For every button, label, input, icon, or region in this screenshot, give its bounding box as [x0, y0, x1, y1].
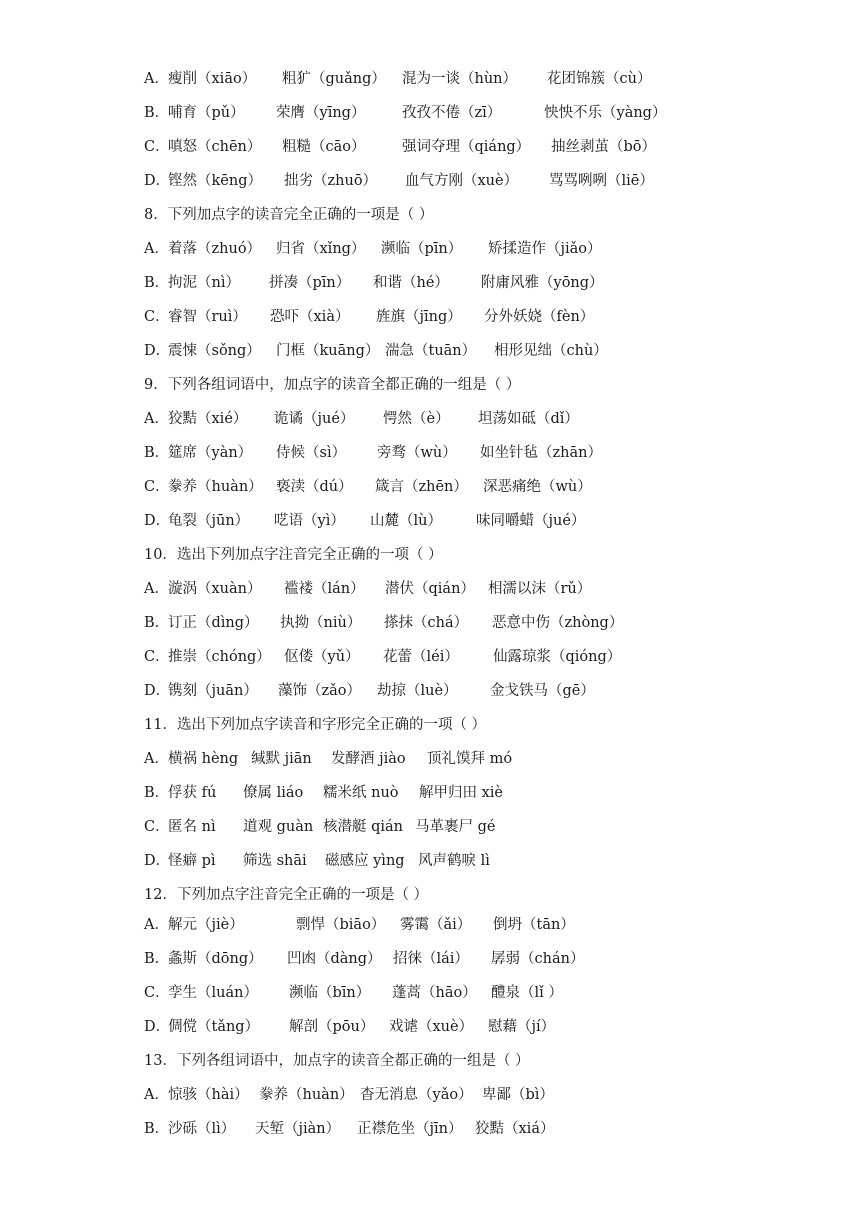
option-row	[0, 306, 860, 328]
option-item: 订正（dìng）	[168, 615, 259, 631]
option-item: 蓬蒿（hāo）	[392, 985, 477, 1001]
option-item: 湍急（tuān）	[385, 343, 477, 359]
option-item: 匿名 nì	[168, 819, 216, 835]
option-item: 相濡以沫（rǔ）	[488, 581, 592, 597]
option-row	[0, 136, 860, 158]
option-row	[0, 408, 860, 430]
question-13: 13．下列各组词语中，加点字的读音全都正确的一组是（ ）	[144, 1053, 530, 1069]
option-item: 俘获 fú	[168, 785, 217, 801]
option-item: 血气方刚（xuè）	[405, 173, 519, 189]
option-label: B．	[144, 951, 170, 967]
option-item: 相形见绌（chù）	[494, 343, 608, 359]
option-item: 筛选 shāi	[243, 853, 307, 869]
option-label: B．	[144, 445, 170, 461]
option-item: 杳无消息（yǎo）	[360, 1087, 473, 1103]
option-item: 凹凼（dàng）	[287, 951, 382, 967]
option-item: 愕然（è）	[383, 411, 450, 427]
option-item: 门框（kuāng）	[276, 343, 380, 359]
option-row	[0, 1016, 860, 1038]
option-row	[0, 102, 860, 124]
option-label: C．	[144, 649, 170, 665]
option-item: 哺育（pǔ）	[168, 105, 245, 121]
option-item: 怪癖 pì	[168, 853, 216, 869]
option-label: B．	[144, 615, 170, 631]
option-item: 磁感应 yìng	[325, 853, 405, 869]
option-item: 镌刻（juān）	[168, 683, 258, 699]
option-item: 潜伏（qián）	[385, 581, 475, 597]
option-label: B．	[144, 105, 170, 121]
option-item: 天堑（jiàn）	[255, 1121, 341, 1137]
option-item: 倒坍（tān）	[493, 917, 575, 933]
option-item: 狡黠（xiá）	[475, 1121, 555, 1137]
option-label: D．	[144, 173, 171, 189]
question-9: 9．下列各组词语中，加点字的读音全都正确的一组是（ ）	[144, 377, 521, 393]
option-label: D．	[144, 683, 171, 699]
option-item: 藻饰（zǎo）	[278, 683, 362, 699]
option-item: 恶意中伤（zhòng）	[492, 615, 624, 631]
option-row	[0, 510, 860, 532]
option-item: 恐吓（xià）	[270, 309, 350, 325]
option-item: 筵席（yàn）	[168, 445, 253, 461]
option-row	[0, 850, 860, 872]
option-item: 执拗（niù）	[280, 615, 362, 631]
option-row	[0, 442, 860, 464]
option-item: 僚属 liáo	[243, 785, 304, 801]
option-item: 粗犷（guǎng）	[282, 71, 386, 87]
option-label: C．	[144, 309, 170, 325]
option-item: 解元（jiè）	[168, 917, 244, 933]
option-item: 核潜艇 qián	[323, 819, 404, 835]
option-item: 瘦削（xiāo）	[168, 71, 257, 87]
option-label: A．	[144, 917, 169, 933]
option-item: 孱弱（chán）	[491, 951, 585, 967]
option-item: 分外妖娆（fèn）	[484, 309, 595, 325]
option-row	[0, 982, 860, 1004]
option-item: 坦荡如砥（dǐ）	[478, 411, 579, 427]
option-label: C．	[144, 819, 170, 835]
option-item: 风声鹤唳 lì	[418, 853, 490, 869]
option-item: 金戈铁马（gē）	[490, 683, 595, 699]
option-item: 骂骂咧咧（liē）	[549, 173, 654, 189]
question-12: 12．下列加点字注音完全正确的一项是（ ）	[144, 887, 429, 903]
option-item: 搽抹（chá）	[384, 615, 469, 631]
option-item: 拘泥（nì）	[168, 275, 240, 291]
option-item: 深恶痛绝（wù）	[483, 479, 592, 495]
option-item: 强词夺理（qiáng）	[402, 139, 531, 155]
option-item: 惊骇（hài）	[168, 1087, 249, 1103]
option-label: A．	[144, 71, 169, 87]
option-row	[0, 646, 860, 668]
option-item: 倜傥（tǎng）	[168, 1019, 260, 1035]
option-row	[0, 578, 860, 600]
option-item: 味同嚼蜡（jué）	[476, 513, 586, 529]
option-item: 濒临（bīn）	[289, 985, 371, 1001]
option-row	[0, 948, 860, 970]
option-label: D．	[144, 343, 171, 359]
option-item: 箴言（zhēn）	[375, 479, 468, 495]
option-item: 诡谲（jué）	[274, 411, 355, 427]
question-10: 10．选出下列加点字注音完全正确的一项（ ）	[144, 547, 443, 563]
option-label: B．	[144, 785, 170, 801]
option-item: 慰藉（jí）	[488, 1019, 556, 1035]
option-label: C．	[144, 139, 170, 155]
option-item: 山麓（lù）	[370, 513, 442, 529]
option-row	[0, 1118, 860, 1140]
option-row	[0, 272, 860, 294]
option-item: 戏谑（xuè）	[389, 1019, 474, 1035]
option-item: 卑鄙（bì）	[482, 1087, 554, 1103]
option-item: 漩涡（xuàn）	[168, 581, 262, 597]
question-8: 8．下列加点字的读音完全正确的一项是（ ）	[144, 207, 434, 223]
option-label: B．	[144, 1121, 170, 1137]
option-item: 震悚（sǒng）	[168, 343, 261, 359]
option-item: 粗糙（cāo）	[282, 139, 366, 155]
option-item: 顶礼馍拜 mó	[427, 751, 513, 767]
option-item: 荣膺（yīng）	[276, 105, 366, 121]
question-11: 11．选出下列加点字读音和字形完全正确的一项（ ）	[144, 717, 487, 733]
option-item: 抽丝剥茧（bō）	[551, 139, 657, 155]
option-label: A．	[144, 581, 169, 597]
option-row	[0, 914, 860, 936]
option-item: 附庸风雅（yōng）	[481, 275, 604, 291]
option-item: 解甲归田 xiè	[419, 785, 504, 801]
option-row	[0, 748, 860, 770]
option-row	[0, 476, 860, 498]
option-item: 螽斯（dōng）	[168, 951, 263, 967]
option-label: B．	[144, 275, 170, 291]
option-item: 花蕾（léi）	[383, 649, 459, 665]
option-item: 花团锦簇（cù）	[547, 71, 652, 87]
option-item: 剽悍（biāo）	[296, 917, 386, 933]
option-item: 亵渎（dú）	[276, 479, 353, 495]
option-row	[0, 170, 860, 192]
option-item: 醴泉（lǐ ）	[491, 985, 563, 1001]
option-row	[0, 1084, 860, 1106]
option-item: 如坐针毡（zhān）	[480, 445, 602, 461]
option-item: 劫掠（luè）	[377, 683, 458, 699]
option-item: 着落（zhuó）	[168, 241, 262, 257]
option-item: 归省（xǐng）	[276, 241, 366, 257]
option-item: 缄默 jiān	[251, 751, 312, 767]
option-item: 龟裂（jūn）	[168, 513, 250, 529]
option-label: D．	[144, 1019, 171, 1035]
option-item: 怏怏不乐（yàng）	[544, 105, 667, 121]
option-label: A．	[144, 1087, 169, 1103]
option-item: 发酵酒 jiào	[331, 751, 406, 767]
option-item: 横祸 hèng	[168, 751, 239, 767]
option-item: 拼凑（pīn）	[269, 275, 351, 291]
option-item: 道观 guàn	[243, 819, 314, 835]
option-item: 雾霭（ǎi）	[400, 917, 472, 933]
option-item: 马革裹尸 gé	[415, 819, 496, 835]
option-row	[0, 340, 860, 362]
option-item: 旁骛（wù）	[377, 445, 457, 461]
option-row	[0, 782, 860, 804]
option-row	[0, 816, 860, 838]
option-item: 矫揉造作（jiǎo）	[488, 241, 602, 257]
option-item: 糯米纸 nuò	[323, 785, 399, 801]
option-row	[0, 68, 860, 90]
option-item: 狡黠（xié）	[168, 411, 248, 427]
option-row	[0, 680, 860, 702]
option-label: A．	[144, 241, 169, 257]
option-label: D．	[144, 513, 171, 529]
option-item: 豢养（huàn）	[168, 479, 263, 495]
option-item: 和谐（hé）	[373, 275, 449, 291]
option-label: A．	[144, 411, 169, 427]
option-row	[0, 612, 860, 634]
option-item: 豢养（huàn）	[259, 1087, 354, 1103]
option-item: 褴褛（lán）	[284, 581, 365, 597]
option-item: 仙露琼浆（qióng）	[493, 649, 622, 665]
option-item: 呓语（yì）	[274, 513, 345, 529]
option-item: 睿智（ruì）	[168, 309, 247, 325]
option-item: 混为一谈（hùn）	[402, 71, 518, 87]
option-label: C．	[144, 479, 170, 495]
option-item: 侍候（sì）	[276, 445, 347, 461]
option-item: 推崇（chóng）	[168, 649, 271, 665]
option-item: 孜孜不倦（zī）	[402, 105, 502, 121]
option-item: 正襟危坐（jīn）	[357, 1121, 463, 1137]
option-item: 孪生（luán）	[168, 985, 258, 1001]
option-item: 伛偻（yǔ）	[284, 649, 360, 665]
option-label: A．	[144, 751, 169, 767]
option-row	[0, 238, 860, 260]
option-item: 濒临（pīn）	[381, 241, 463, 257]
option-item: 旌旗（jīng）	[376, 309, 462, 325]
option-item: 招徕（lái）	[393, 951, 469, 967]
option-item: 铿然（kēng）	[168, 173, 262, 189]
option-item: 沙砾（lì）	[168, 1121, 236, 1137]
option-item: 嗔怒（chēn）	[168, 139, 262, 155]
option-label: D．	[144, 853, 171, 869]
option-item: 解剖（pōu）	[289, 1019, 375, 1035]
option-label: C．	[144, 985, 170, 1001]
option-item: 拙劣（zhuō）	[284, 173, 378, 189]
